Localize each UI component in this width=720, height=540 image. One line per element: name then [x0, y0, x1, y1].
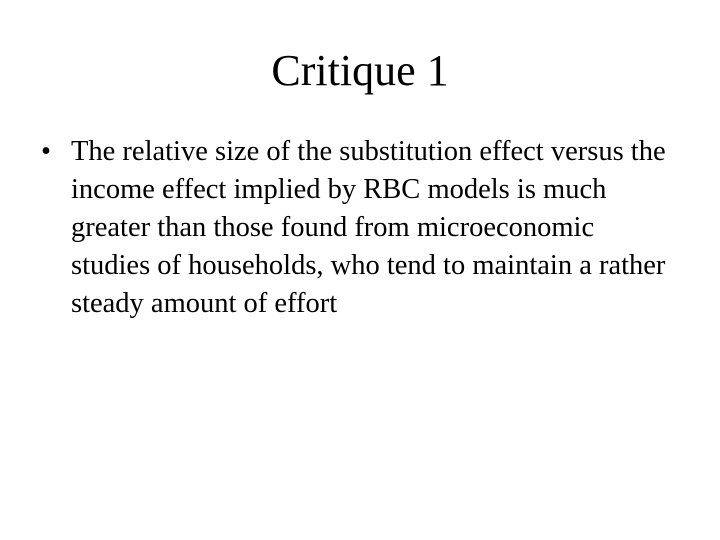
bullet-marker: • — [41, 136, 51, 167]
slide-title: Critique 1 — [271, 46, 449, 95]
bullet-item — [36, 133, 676, 323]
bullet-text: The relative size of the substitution effect versus the income effect implied by RBC models is much greater than those found from microeconomic studies of households, who tend to maintain a rather steady amount of effort — [71, 136, 666, 319]
bullet-list — [36, 133, 676, 323]
